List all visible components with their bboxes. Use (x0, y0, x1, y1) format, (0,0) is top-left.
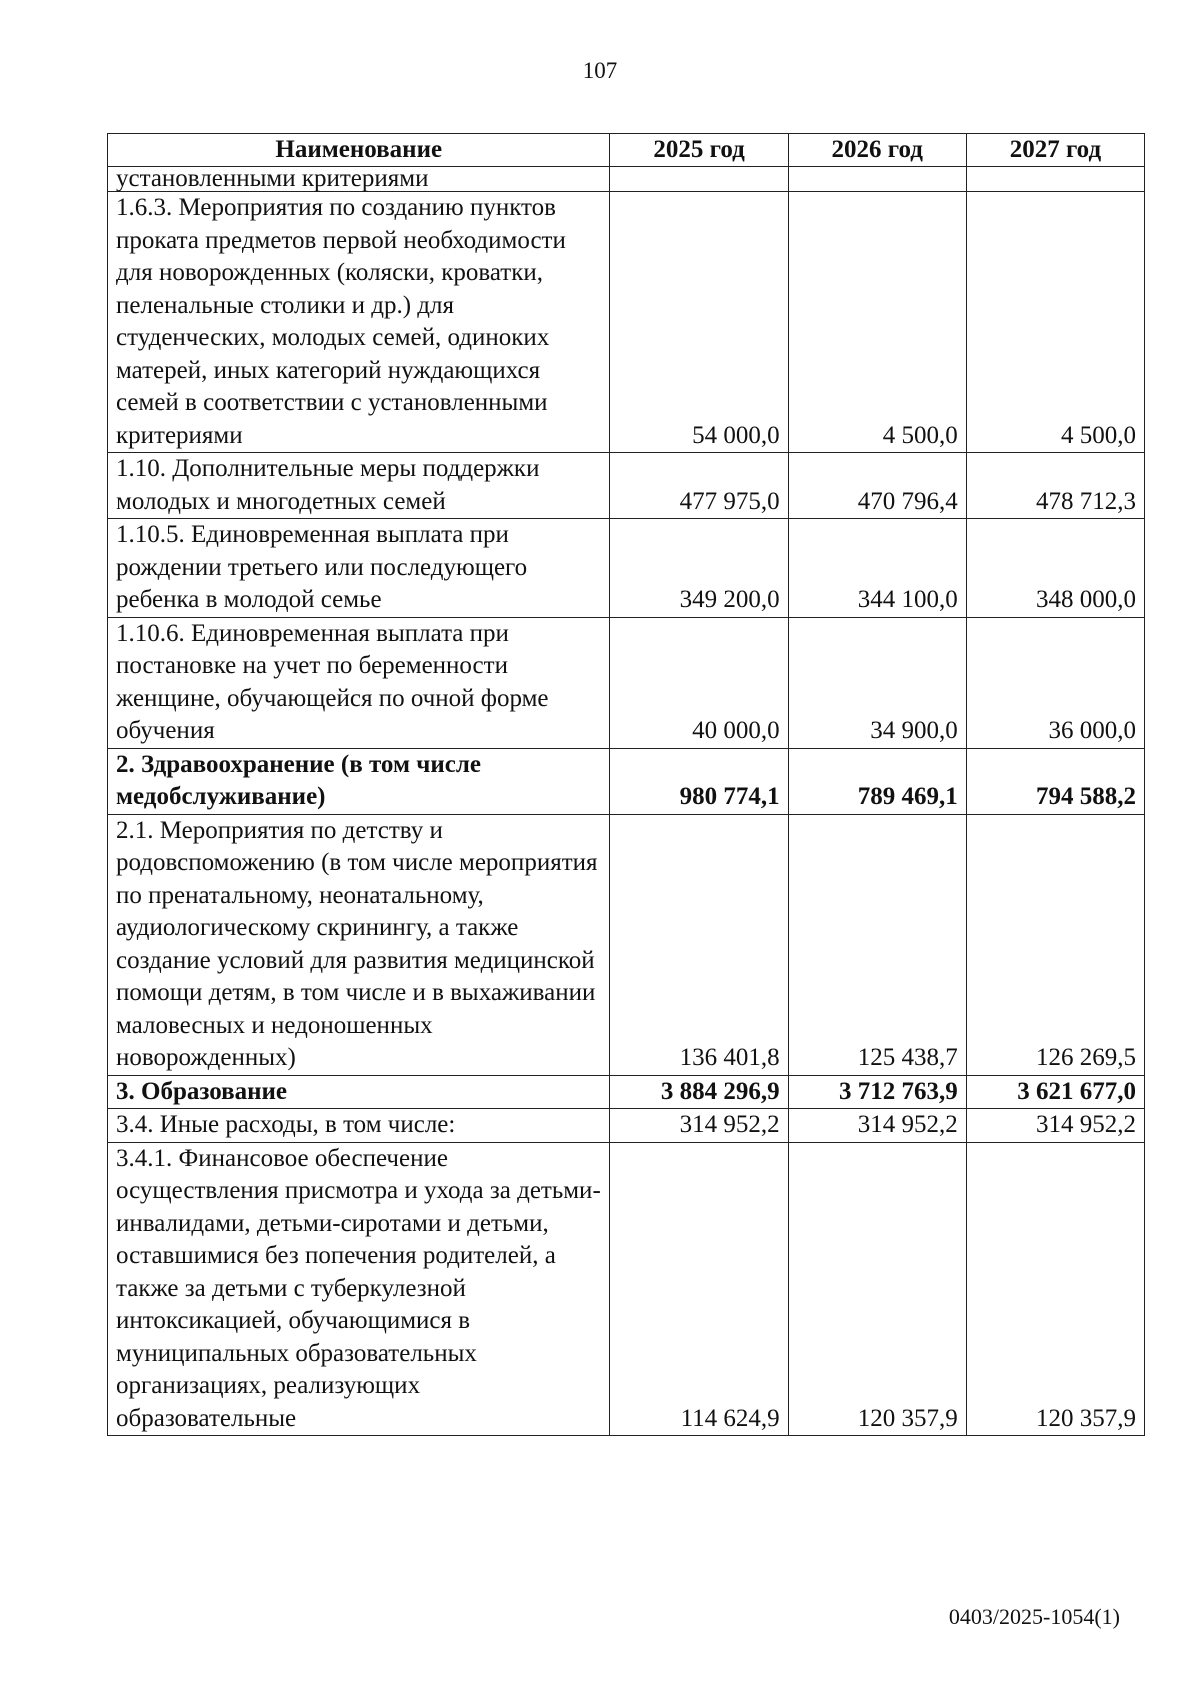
budget-table (107, 133, 1145, 1436)
row-name: 1.10. Дополнительные меры поддержки молодых и многодетных семей (108, 453, 610, 519)
row-value-2026: 3 712 763,9 (788, 1075, 966, 1109)
row-value-2026: 125 438,7 (788, 814, 966, 1075)
row-value-2027: 36 000,0 (966, 617, 1144, 748)
row-value-2027: 4 500,0 (966, 192, 1144, 453)
table-row (108, 167, 1145, 192)
table-row (108, 814, 1145, 1075)
document-code: 0403/2025-1054(1) (948, 1604, 1120, 1629)
header-2026: 2026 год (788, 134, 966, 167)
row-name: 1.6.3. Мероприятия по созданию пунктов проката предметов первой необходимости для новорожденных (коляски, кроватки, пеленальные столики и др.) для студенческих, молодых семей, одиноких матерей, иных категорий нуждающихся семей в соответствии с установленными критериями (108, 192, 610, 453)
table-header-row (108, 134, 1145, 167)
row-value-2027: 120 357,9 (966, 1142, 1144, 1436)
page-number: 107 (582, 58, 618, 83)
row-value-2026: 470 796,4 (788, 453, 966, 519)
table-row (108, 192, 1145, 453)
row-value-2027: 478 712,3 (966, 453, 1144, 519)
header-2025: 2025 год (610, 134, 788, 167)
row-name: 2.1. Мероприятия по детству и родовспоможению (в том числе мероприятия по пренатальному, неонатальному, аудиологическому скринингу, а также создание условий для развития медицинской помощи детям, в том числе и в выхаживании маловесных и недоношенных новорожденных) (108, 814, 610, 1075)
row-value-2026: 789 469,1 (788, 748, 966, 814)
row-value-2025: 54 000,0 (610, 192, 788, 453)
row-value-2026: 34 900,0 (788, 617, 966, 748)
row-name: 3. Образование (108, 1075, 610, 1109)
row-value-2026 (788, 167, 966, 192)
row-value-2025: 40 000,0 (610, 617, 788, 748)
row-value-2025: 980 774,1 (610, 748, 788, 814)
table-row (108, 617, 1145, 748)
row-value-2027 (966, 167, 1144, 192)
table-row (108, 519, 1145, 618)
table-row (108, 1142, 1145, 1436)
row-value-2026: 4 500,0 (788, 192, 966, 453)
row-value-2025: 114 624,9 (610, 1142, 788, 1436)
row-name: 2. Здравоохранение (в том числе медобслуживание) (108, 748, 610, 814)
row-name: 3.4.1. Финансовое обеспечение осуществления присмотра и ухода за детьми-инвалидами, детьми-сиротами и детьми, оставшимися без попечения родителей, а также за детьми с туберкулезной интоксикацией, обучающимися в муниципальных образовательных организациях, реализующих образовательные (108, 1142, 610, 1436)
row-name: 1.10.5. Единовременная выплата при рождении третьего или последующего ребенка в молодой семье (108, 519, 610, 618)
row-value-2026: 344 100,0 (788, 519, 966, 618)
row-value-2027: 3 621 677,0 (966, 1075, 1144, 1109)
row-value-2027: 794 588,2 (966, 748, 1144, 814)
row-value-2025: 477 975,0 (610, 453, 788, 519)
row-value-2025 (610, 167, 788, 192)
row-value-2026: 120 357,9 (788, 1142, 966, 1436)
row-value-2025: 3 884 296,9 (610, 1075, 788, 1109)
row-value-2026: 314 952,2 (788, 1109, 966, 1143)
table-row (108, 1109, 1145, 1143)
table-row-section (108, 1075, 1145, 1109)
row-value-2025: 314 952,2 (610, 1109, 788, 1143)
row-value-2027: 348 000,0 (966, 519, 1144, 618)
row-name: установленными критериями (108, 167, 610, 192)
row-value-2025: 349 200,0 (610, 519, 788, 618)
header-name: Наименование (108, 134, 610, 167)
row-value-2025: 136 401,8 (610, 814, 788, 1075)
header-2027: 2027 год (966, 134, 1144, 167)
table-row-section (108, 748, 1145, 814)
row-value-2027: 126 269,5 (966, 814, 1144, 1075)
row-name: 3.4. Иные расходы, в том числе: (108, 1109, 610, 1143)
row-value-2027: 314 952,2 (966, 1109, 1144, 1143)
row-name: 1.10.6. Единовременная выплата при постановке на учет по беременности женщине, обучающейся по очной форме обучения (108, 617, 610, 748)
table-row (108, 453, 1145, 519)
